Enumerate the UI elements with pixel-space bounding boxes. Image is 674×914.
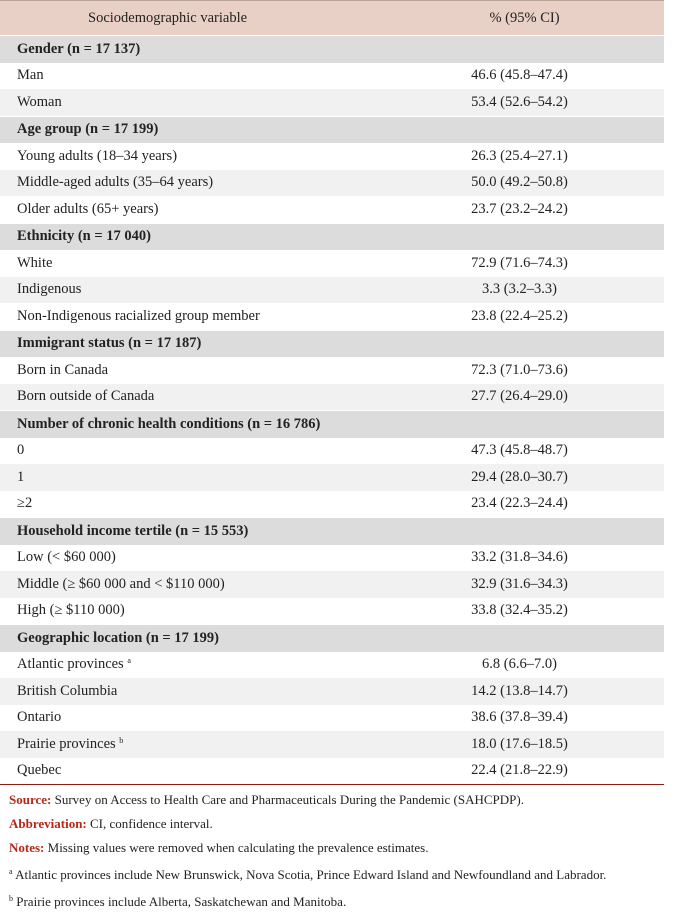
row-label-cell (0, 464, 345, 491)
section-label: Number of chronic health conditions (n = 16 786) (0, 411, 664, 438)
row-label: Man (17, 67, 44, 84)
row-label: Atlantic provinces (17, 656, 124, 673)
footnote-b-mark: b (9, 894, 13, 903)
row-label: Quebec (17, 762, 62, 779)
row-label-cell (0, 652, 345, 679)
table-row (0, 357, 664, 384)
row-value: 38.6 (37.8–39.4) (345, 705, 664, 732)
footnote-marker: b (119, 735, 124, 745)
abbreviation-text: CI, confidence interval. (86, 816, 213, 831)
source-note (9, 788, 664, 812)
row-value: 72.3 (71.0–73.6) (345, 357, 664, 384)
table-row (0, 571, 664, 598)
row-label: Prairie provinces (17, 735, 116, 752)
table-row (0, 250, 664, 277)
row-value: 14.2 (13.8–14.7) (345, 678, 664, 705)
row-value: 32.9 (31.6–34.3) (345, 571, 664, 598)
table-row (0, 545, 664, 572)
column-header-variable: Sociodemographic variable (0, 1, 345, 36)
row-label-cell (0, 196, 345, 223)
row-label: Indigenous (17, 281, 82, 298)
table-body (0, 36, 664, 785)
row-label: White (17, 254, 53, 271)
table-row (0, 598, 664, 625)
footnote-a-text: Atlantic provinces include New Brunswick, Nova Scotia, Prince Edward Island and Newfoundland and Labrador. (12, 867, 607, 882)
section-header-row (0, 223, 664, 250)
row-label: Young adults (18–34 years) (17, 147, 178, 164)
notes-text: Missing values were removed when calculating the prevalence estimates. (44, 840, 429, 855)
row-label: ≥2 (17, 495, 33, 512)
row-value: 23.8 (22.4–25.2) (345, 303, 664, 330)
section-header-row (0, 411, 664, 438)
row-label-cell (0, 250, 345, 277)
row-value: 33.8 (32.4–35.2) (345, 598, 664, 625)
row-label-cell (0, 598, 345, 625)
row-label: Middle-aged adults (35–64 years) (17, 174, 214, 191)
row-value: 3.3 (3.2–3.3) (345, 277, 664, 304)
section-header-row (0, 116, 664, 143)
row-value: 22.4 (21.8–22.9) (345, 758, 664, 785)
row-label: Low (< $60 000) (17, 549, 116, 566)
table-row (0, 143, 664, 170)
row-label-cell (0, 89, 345, 116)
row-label-cell (0, 731, 345, 758)
section-label: Ethnicity (n = 17 040) (0, 223, 664, 250)
row-label-cell (0, 63, 345, 90)
row-label: Woman (17, 93, 62, 110)
row-label-cell (0, 277, 345, 304)
row-value: 27.7 (26.4–29.0) (345, 384, 664, 411)
abbreviation-key: Abbreviation: (9, 816, 87, 831)
source-text: Survey on Access to Health Care and Pharmaceuticals During the Pandemic (SAHCPDP). (51, 792, 524, 807)
table-row (0, 464, 664, 491)
row-value: 46.6 (45.8–47.4) (345, 63, 664, 90)
row-label: Born outside of Canada (17, 388, 155, 405)
row-label: 0 (17, 442, 25, 459)
row-value: 26.3 (25.4–27.1) (345, 143, 664, 170)
footnote-b-text: Prairie provinces include Alberta, Saskatchewan and Manitoba. (13, 894, 347, 909)
row-label: British Columbia (17, 682, 118, 699)
row-label-cell (0, 357, 345, 384)
section-label: Immigrant status (n = 17 187) (0, 330, 664, 357)
table-row (0, 63, 664, 90)
section-header-row (0, 330, 664, 357)
footnote-b (9, 887, 664, 914)
column-header-percent: % (95% CI) (345, 1, 664, 36)
table-row (0, 277, 664, 304)
row-value: 50.0 (49.2–50.8) (345, 170, 664, 197)
source-key: Source: (9, 792, 52, 807)
row-value: 47.3 (45.8–48.7) (345, 438, 664, 465)
row-label-cell (0, 758, 345, 785)
row-label-cell (0, 384, 345, 411)
table-row (0, 705, 664, 732)
table-row (0, 758, 664, 785)
footnote-marker: a (127, 656, 131, 666)
table-row (0, 491, 664, 518)
abbreviation-note (9, 812, 664, 836)
row-label-cell (0, 303, 345, 330)
row-value: 72.9 (71.6–74.3) (345, 250, 664, 277)
table-row (0, 731, 664, 758)
section-label: Age group (n = 17 199) (0, 116, 664, 143)
row-label-cell (0, 143, 345, 170)
table-row (0, 170, 664, 197)
table-row (0, 384, 664, 411)
section-header-row (0, 518, 664, 545)
row-label-cell (0, 170, 345, 197)
footnote-a (9, 860, 664, 887)
notes-note (9, 836, 664, 860)
row-label-cell (0, 571, 345, 598)
row-label-cell (0, 438, 345, 465)
section-label: Gender (n = 17 137) (0, 36, 664, 63)
table-row (0, 196, 664, 223)
row-label-cell (0, 678, 345, 705)
table-row (0, 438, 664, 465)
row-label: Non-Indigenous racialized group member (17, 307, 260, 324)
row-value: 33.2 (31.8–34.6) (345, 545, 664, 572)
table-notes (0, 788, 664, 914)
row-label: 1 (17, 468, 25, 485)
row-label-cell (0, 491, 345, 518)
row-label: Older adults (65+ years) (17, 200, 159, 217)
row-label: Born in Canada (17, 361, 109, 378)
section-label: Household income tertile (n = 15 553) (0, 518, 664, 545)
section-header-row (0, 36, 664, 63)
section-header-row (0, 625, 664, 652)
footnote-a-mark: a (9, 867, 13, 876)
row-label-cell (0, 705, 345, 732)
table-header-row (0, 1, 664, 36)
row-value: 6.8 (6.6–7.0) (345, 652, 664, 679)
table-row (0, 678, 664, 705)
table-row (0, 303, 664, 330)
row-value: 23.4 (22.3–24.4) (345, 491, 664, 518)
section-label: Geographic location (n = 17 199) (0, 625, 664, 652)
row-label: High (≥ $110 000) (17, 602, 125, 619)
table-row (0, 652, 664, 679)
row-value: 18.0 (17.6–18.5) (345, 731, 664, 758)
row-label-cell (0, 545, 345, 572)
notes-key: Notes: (9, 840, 45, 855)
row-value: 29.4 (28.0–30.7) (345, 464, 664, 491)
row-label: Ontario (17, 709, 62, 726)
row-value: 23.7 (23.2–24.2) (345, 196, 664, 223)
table-row (0, 89, 664, 116)
row-label: Middle (≥ $60 000 and < $110 000) (17, 575, 225, 592)
row-value: 53.4 (52.6–54.2) (345, 89, 664, 116)
